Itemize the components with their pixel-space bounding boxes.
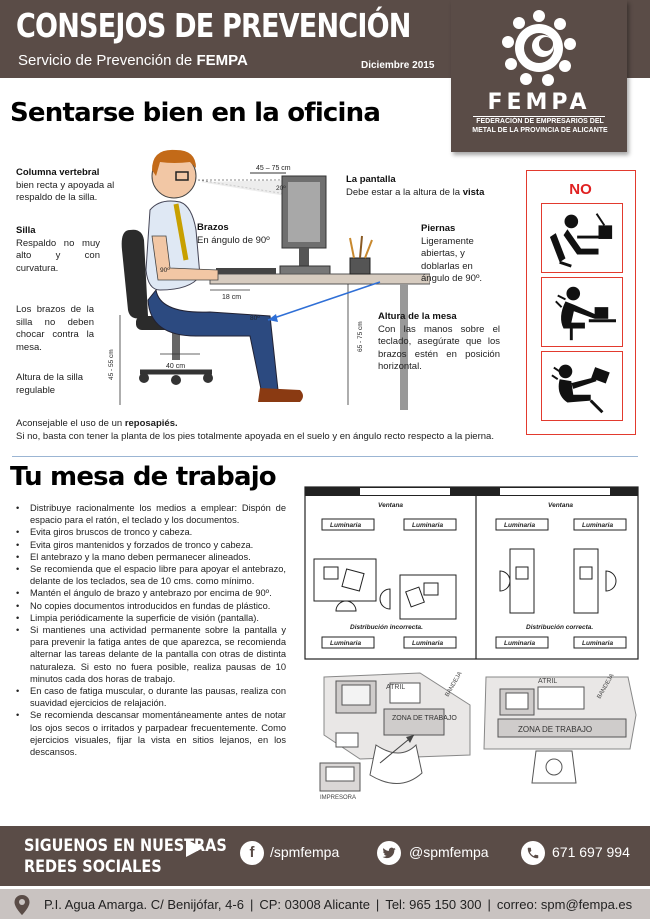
note-pantalla-text: Debe estar a la altura de la — [346, 186, 461, 198]
twitter-link[interactable]: @spmfempa — [409, 844, 489, 860]
header-subtitle — [18, 52, 248, 69]
fempa-logo-name: FEMPA — [487, 90, 591, 115]
note-piernas-text: Ligeramente abiertas, y doblarlas en ángulo de 90º. — [421, 235, 483, 285]
note-silla — [16, 225, 100, 275]
logo-desc-line2: METAL DE LA PROVINCIA DE ALICANTE — [472, 126, 608, 134]
phone-icon[interactable] — [521, 841, 545, 865]
tip-item: • Se recomienda descansar momentáneamente antes de notar los ojos secos o irritados y parpadear frecuentemente. Como ejercicios visuales, fijar la vista en sitios lejanos, en los descansos. — [14, 709, 286, 758]
bad-posture-reclined-icon — [541, 203, 623, 273]
plan-atril-right: ATRIL — [538, 678, 558, 685]
bad-posture-slouched-icon — [541, 351, 623, 421]
note-pantalla-bold: vista — [462, 186, 485, 198]
plan-bandeja-left: BANDEJA — [444, 671, 464, 698]
tip-item: • Limpia periódicamente la superficie de visión (pantalla). — [14, 612, 286, 624]
no-label: NO — [569, 181, 592, 198]
social-bar — [0, 826, 650, 886]
tips-list — [14, 502, 286, 758]
section-title-mesa: Tu mesa de trabajo — [10, 462, 276, 492]
note-mesa-text: Con las manos sobre el teclado, asegúrate que los brazos estén en posición horizontal. — [378, 323, 500, 373]
address-text: P.I. Agua Amarga. C/ Benijófar, 4-6 | CP: 03008 Alicante | Tel: 965 150 300 | correo: spm@fempa.es — [44, 897, 633, 912]
footnote-prefix: Aconsejable el uso de un — [16, 418, 123, 429]
dim-seat-height: 45 - 55 cm — [108, 349, 115, 380]
plan-zona-left: ZONA DE TRABAJO — [392, 715, 457, 722]
subtitle-brand: FEMPA — [196, 52, 248, 69]
facebook-link[interactable]: /spmfempa — [270, 844, 340, 860]
plan-luminaria: Luminaria — [582, 522, 614, 529]
plan-luminaria: Luminaria — [412, 640, 444, 647]
dim-eye-angle: 20º — [276, 185, 286, 192]
logo-divider — [473, 116, 605, 117]
plan-bandeja-right: BANDEJA — [596, 673, 616, 700]
tip-item: • Mantén el ángulo de brazo y antebrazo por encima de 90º. — [14, 587, 286, 599]
note-silla-title: Silla — [16, 225, 36, 236]
facebook-icon[interactable]: f — [240, 841, 264, 865]
subtitle-text: Servicio de Prevención de — [18, 52, 193, 69]
note-piernas-title: Piernas — [421, 223, 456, 234]
note-silla-text: Respaldo no muy alto y con curvatura. — [16, 237, 100, 274]
tip-item: • Distribuye racionalmente los medios a emplear: Dispón de espacio para el ratón, el teclado y los documentos. — [14, 502, 286, 526]
footnote-reposapies — [16, 417, 494, 443]
tip-item: • Evita giros bruscos de tronco y cabeza. — [14, 526, 286, 538]
note-pantalla-title: La pantalla — [346, 174, 396, 185]
address-email[interactable]: correo: spm@fempa.es — [496, 897, 633, 912]
dim-eye-distance: 45 – 75 cm — [256, 165, 291, 172]
address-cp: CP: 03008 Alicante — [259, 897, 370, 912]
social-title-line2: REDES SOCIALES — [24, 857, 162, 877]
note-brazos-title: Brazos — [197, 222, 229, 233]
note-mesa — [378, 311, 500, 374]
tip-item: • Si mantienes una actividad permanente sobre la pantalla y para prevenir la fatiga antes de que aparezca, se recomienda alternar las tareas delante de la pantalla con otras de distinta naturaleza. Si esto no fuera posible, realiza pausas de 10 minutos cada dos horas de trabajo. — [14, 624, 286, 685]
phone-link[interactable]: 671 697 994 — [552, 844, 630, 860]
plan-luminaria: Luminaria — [330, 522, 362, 529]
section-divider — [12, 456, 638, 457]
location-pin-icon — [14, 895, 30, 915]
plan-luminaria: Luminaria — [582, 640, 614, 647]
plan-luminaria: Luminaria — [504, 640, 536, 647]
plan-zona-right: ZONA DE TRABAJO — [518, 725, 593, 734]
plan-luminaria: Luminaria — [412, 522, 444, 529]
tip-item: • No copies documentos introducidos en fundas de plástico. — [14, 600, 286, 612]
plan-atril-left: ATRIL — [386, 684, 406, 691]
note-brazos-silla: Los brazos de la silla no deben chocar contra la mesa. — [16, 304, 94, 353]
logo-desc-line1: FEDERACIÓN DE EMPRESARIOS DEL — [476, 118, 604, 125]
section-title-sentarse: Sentarse bien en la oficina — [10, 98, 381, 128]
tip-item: • El antebrazo y la mano deben permanecer alineados. — [14, 551, 286, 563]
note-columna-title: Columna vertebral — [16, 167, 100, 178]
fempa-logo-block — [451, 0, 627, 152]
note-altura-silla: Altura de la silla regulable — [16, 372, 84, 396]
twitter-icon[interactable] — [377, 841, 401, 865]
note-columna-text: bien recta y apoyada al respaldo de la silla. — [16, 179, 115, 204]
address-street: P.I. Agua Amarga. C/ Benijófar, 4-6 — [44, 897, 244, 912]
tip-item: • Evita giros mantenidos y forzados de tronco y cabeza. — [14, 539, 286, 551]
tip-item: • En caso de fatiga muscular, o durante las pausas, realiza con suavidad ejercicios de relajación. — [14, 685, 286, 709]
dim-forearm: 18 cm — [222, 294, 242, 301]
address-phone[interactable]: Tel: 965 150 300 — [385, 897, 482, 912]
dim-knee-angle: 80º — [250, 315, 260, 322]
dim-desk-height: 65 - 75 cm — [357, 321, 364, 352]
footnote-line2: Si no, basta con tener la planta de los pies totalmente apoyada en el suelo y en ángulo recto respecto a la pierna. — [16, 431, 494, 442]
dim-seat-depth: 40 cm — [166, 363, 186, 370]
note-mesa-title: Altura de la mesa — [378, 311, 457, 322]
address-bar — [0, 889, 650, 919]
note-brazos — [197, 222, 287, 247]
social-title-line1: SIGUENOS EN NUESTRAS — [24, 836, 227, 856]
plan-luminaria: Luminaria — [330, 640, 362, 647]
play-arrow-icon — [186, 839, 203, 857]
bad-posture-hunched-icon — [541, 277, 623, 347]
plan-label-correcta: Distribución correcta. — [526, 624, 594, 631]
tip-item: • Se recomienda que el espacio libre para apoyar el antebrazo, delante de los teclados, sea de 10 cms. como mínimo. — [14, 563, 286, 587]
fempa-emblem-icon — [499, 8, 579, 90]
plan-ventana-left: Ventana — [378, 502, 404, 509]
dim-elbow-angle: 90º — [160, 267, 170, 274]
plan-luminaria: Luminaria — [504, 522, 536, 529]
note-piernas — [421, 223, 501, 286]
header-date: Diciembre 2015 — [361, 60, 435, 71]
header-title: CONSEJOS DE PREVENCIÓN — [16, 6, 411, 45]
footnote-bold: reposapiés. — [124, 418, 178, 429]
plan-label-incorrecta: Distribución incorrecta. — [350, 624, 423, 631]
plan-impresora: IMPRESORA — [320, 795, 357, 801]
plan-ventana-right: Ventana — [548, 502, 574, 509]
bad-posture-box — [526, 170, 636, 435]
fempa-logo-description — [465, 118, 615, 135]
workstation-floor-plans — [300, 483, 643, 813]
note-brazos-text: En ángulo de 90º — [197, 234, 270, 246]
note-pantalla — [346, 174, 516, 199]
